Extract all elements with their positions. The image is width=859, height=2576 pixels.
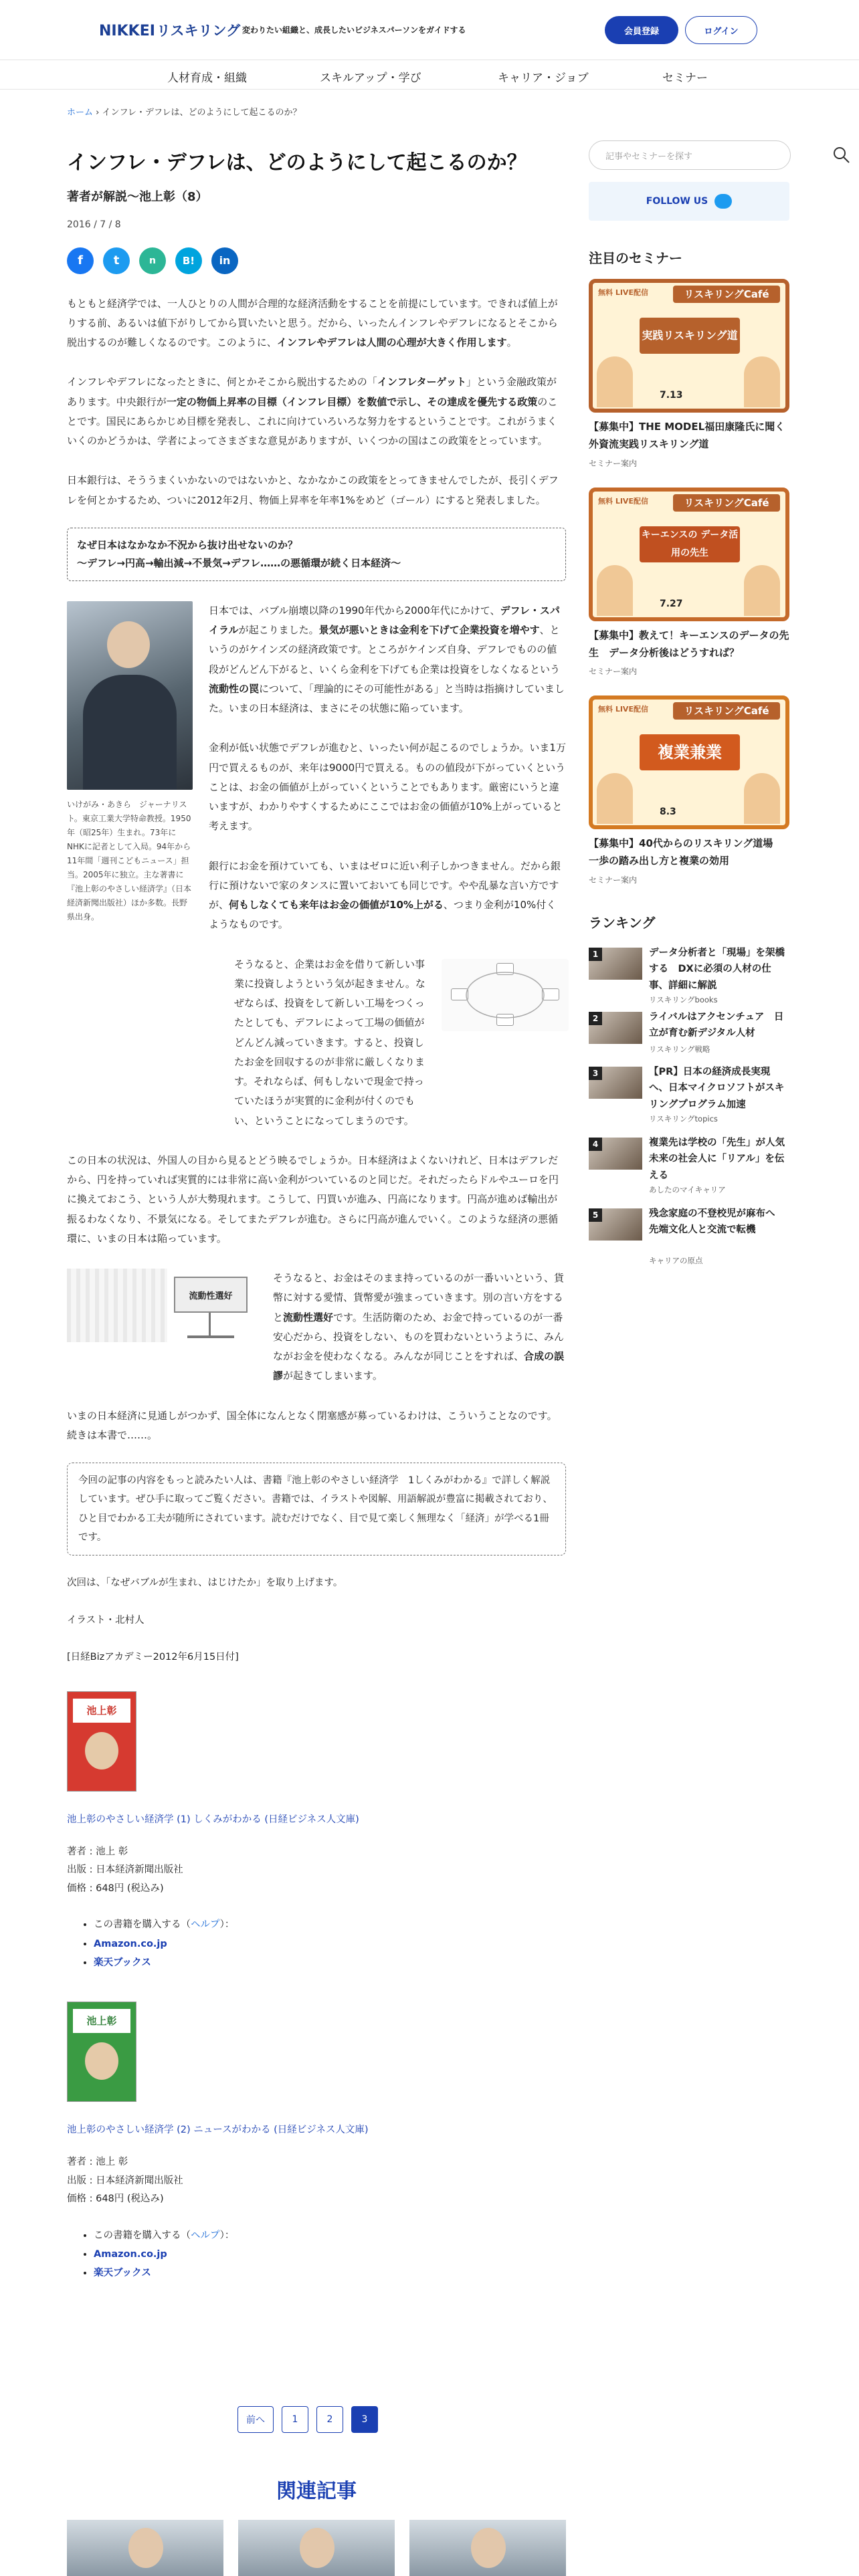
paragraph-9: そうなると、お金はそのまま持っているのが一番いいという、貨幣に対する愛情、貨幣愛が強まっていきます。別の言い方をすると流動性選好です。生活防衛のため、お金で持っているのが一番安心だから、投資をしない、ものを買わないというように、みんながお金を使わなくなる。みんなが同じことをすれば、合成の誤謬が起きてしまいます。 — [273, 1272, 565, 1382]
ranking-item[interactable]: 5 残念家庭の不登校児が麻布へ 先端文化人と交流で転機 キャリアの原点 — [589, 1204, 789, 1269]
book-link-2[interactable]: 池上彰のやさしい経済学 (2) ニュースがわかる (日経ビジネス人文庫) — [67, 2125, 369, 2136]
linkedin-icon[interactable]: in — [211, 247, 238, 274]
book-buy-1: • この書籍を購入する（ヘルプ）： • Amazon.co.jp • 楽天ブックス — [67, 1915, 566, 1972]
book-meta-2: 著者 : 池上 彰 出版 : 日本経済新聞出版社 価格 : 648円 (税込み) — [67, 2157, 183, 2205]
sidebar — [589, 140, 795, 1269]
twitter-icon[interactable]: t — [103, 247, 130, 274]
nav-item-seminar[interactable]: セミナー — [662, 72, 708, 85]
book-1 — [67, 1691, 566, 1972]
seminar-heading: 注目のセミナー — [589, 250, 682, 266]
breadcrumb — [67, 105, 301, 118]
twitter-icon — [714, 194, 732, 209]
book-cover-2[interactable]: 池上彰 — [67, 2002, 136, 2102]
paragraph-3: 日本銀行は、そううまくいかないのではないかと、なかなかこの政策をとってきませんでしたが、長引くデフレを何とかするため、ついに2012年2月、物価上昇率を年率1%をめど（ゴール）にすると発表しました。 — [67, 474, 559, 506]
paragraph-10: いまの日本経済に見通しがつかず、国全体になんとなく閉塞感が募っているわけは、こういうことなのです。続きは本書で……。 — [67, 1409, 557, 1441]
rakuten-link[interactable]: 楽天ブックス — [94, 2268, 151, 2279]
pager-page-2[interactable]: 2 — [316, 2406, 343, 2433]
liquidity-section — [67, 1269, 566, 1386]
article — [67, 148, 566, 2283]
book-link-1[interactable]: 池上彰のやさしい経済学 (1) しくみがわかる (日経ビジネス人文庫) — [67, 1814, 359, 1825]
paragraph-7: そうなると、企業はお金を借りて新しい事業に投資しようという気が起きません。なぜならば、投資をして新しい工場をつくったとしても、デフレによって工場の価値がどんどん減っていきます。すると、投資したお金を回収するのが非常に厳しくなります。それならば、何もしないで現金で持っていたほうが実質的に金利が付くのでもい、ということになってしまうのです。 — [234, 958, 425, 1127]
paragraph-2: インフレやデフレになったときに、何とかそこから脱出するための「インフレターゲット」という金融政策があります。中央銀行が一定の物価上昇率の目標（インフレ目標）を数値で示し、その達成を優先する政策のことです。国民にあらかじめ目標を発表し、これに向けていろいろな努力をするということです。これがうまくいくのかどうかは、学者によってさまざまな意見がありますが、いくつかの国はこの政策をとっています。 — [67, 376, 558, 447]
book-2 — [67, 2002, 566, 2282]
paragraph-8: この日本の状況は、外国人の目から見るとどう映るでしょうか。日本経済はよくないけれど、日本はデフレだから、円を持っていれば実質的には非常に高い金利がついているのと同じだ。それだったらドルやユーロを円に換えておこう、という人が大勢現れます。こうして、円買いが進み、円高になります。円高が進めば輸出が振るわなくなり、不景気になる。そしてまたデフレが進む。さらに円高が進んでいく。このような経済の悪循環に、いまの日本は陥っています。 — [67, 1154, 559, 1245]
seminar-card-3[interactable]: 無料 LIVE配信 リスキリングCafé 複業兼業 8.3 【募集中】40代からのリスキリング道場 一歩の踏み出し方と複業の効用 セミナー案内 — [589, 695, 789, 885]
nav-item-career[interactable]: キャリア・ジョブ — [498, 72, 589, 85]
follow-us-button[interactable]: FOLLOW US — [589, 182, 789, 221]
paragraph-5: 金利が低い状態でデフレが進むと、いったい何が起こるのでしょうか。いま1万円で買えるものが、来年は9000円で買える。ものの値段が下がっていくということは、お金の価値が上がっていくということでもあります。厳密にいうと違いますが、わかりやすくするためにここではお金の価値が10%上がっていると考えます。 — [209, 742, 566, 833]
help-link[interactable]: ヘルプ — [191, 2230, 220, 2241]
book-cover-1[interactable]: 池上彰 — [67, 1691, 136, 1792]
article-subtitle: 著者が解説〜池上彰（8） — [67, 189, 208, 204]
article-date: 2016 / 7 / 8 — [67, 219, 121, 230]
hatena-icon[interactable]: B! — [175, 247, 202, 274]
rakuten-link[interactable]: 楽天ブックス — [94, 1957, 151, 1968]
logo-reskilling: リスキリング — [156, 23, 241, 39]
paragraph-1: もともと経済学では、一人ひとりの人間が合理的な経済活動をすることを前提にしています。できれば値上がりする前、あるいは値下がりしてから買いたいと思う。だから、いったんインフレやデフレになるとそこから脱出するのが難しくなるのです。このように、インフレやデフレは人間の心理が大きく作用します。 — [67, 297, 558, 348]
source-note: [日経Bizアカデミー2012年6月15日付] — [67, 1652, 239, 1663]
seminar-card-1[interactable]: 無料 LIVE配信 リスキリングCafé 実践リスキリング道 7.13 【募集中】THE MODEL福田康隆氏に聞く 外資流実践リスキリング道 セミナー案内 — [589, 279, 789, 469]
breadcrumb-separator: › — [93, 108, 102, 118]
breadcrumb-current: インフレ・デフレは、どのようにして起こるのか？ — [102, 108, 302, 118]
related-thumb-1[interactable] — [67, 2520, 223, 2576]
section-heading-box: なぜ日本はなかなか不況から抜け出せないのか？ 〜デフレ→円高→輸出減→不景気→デフレ……の悪循環が続く日本経済〜 — [67, 528, 566, 581]
site-header — [0, 0, 859, 60]
deflation-cycle-diagram — [442, 959, 569, 1031]
help-link[interactable]: ヘルプ — [191, 1919, 220, 1931]
amazon-link[interactable]: Amazon.co.jp — [94, 2249, 167, 2260]
page-title: インフレ・デフレは、どのようにして起こるのか？ — [67, 151, 527, 175]
ranking-list — [589, 944, 795, 1269]
ranking-heading: ランキング — [589, 914, 656, 931]
book-buy-2: • この書籍を購入する（ヘルプ）： • Amazon.co.jp • 楽天ブックス — [67, 2226, 566, 2283]
illustration-credit: イラスト・北村人 — [67, 1614, 145, 1626]
breadcrumb-home[interactable]: ホーム — [67, 108, 94, 118]
paragraph-4: 日本では、バブル崩壊以降の1990年代から2000年代にかけて、デフレ・スパイラルが起こりました。景気が悪いときは金利を下げて企業投資を増やす、というのがケインズの経済政策です。ところがケインズ自身、デフレでものの値段がどんどん下がると、いくら金利を下げても企業は投資をしなくなるという流動性の罠について、「理論的にその可能性がある」と当時は指摘けしていました。いまの日本経済は、まさにその状態に陥っています。 — [209, 604, 565, 714]
search-input[interactable]: 記事やセミナーを探す — [589, 140, 791, 170]
site-logo[interactable] — [99, 20, 240, 40]
pager-page-1[interactable]: 1 — [282, 2406, 308, 2433]
related-heading: 関連記事 — [276, 2480, 357, 2503]
pager-prev-button[interactable]: 前へ — [237, 2406, 274, 2433]
author-caption: いけがみ・あきら ジャーナリスト。東京工業大学特命教授。1950年（昭25年）生まれ。73年にNHKに記者として入局。94年から11年間「週刊こどもニュース」担当。2005年に独立。主な著書に『池上彰のやさしい経済学』（日本経済新聞出版社）ほか多数。長野県出身。 — [67, 799, 192, 922]
amazon-link[interactable]: Amazon.co.jp — [94, 1938, 167, 1949]
deflation-section — [67, 955, 566, 1131]
board-label: 流動性選好 — [174, 1277, 248, 1313]
nav-item-hr[interactable]: 人材育成・組織 — [167, 72, 247, 85]
author-photo — [67, 601, 193, 790]
register-button[interactable]: 会員登録 — [605, 16, 678, 44]
next-episode: 次回は、「なぜバブルが生まれ、はじけたか」を取り上げます。 — [67, 1578, 343, 1589]
author-section — [67, 601, 566, 935]
seminar-card-2[interactable]: 無料 LIVE配信 リスキリングCafé キーエンスの データ活用の先生 7.27 【募集中】教えて！キーエンスのデータの先生 データ分析後はどうすれば？ セミナー案内 — [589, 488, 789, 677]
pagination — [237, 2406, 378, 2433]
ranking-item[interactable]: 3 【PR】日本の経済成長実現へ、日本マイクロソフトがスキリングプログラム加速 リスキリングtopics — [589, 1063, 789, 1134]
related-thumb-2[interactable] — [238, 2520, 395, 2576]
book-meta-1: 著者 : 池上 彰 出版 : 日本経済新聞出版社 価格 : 648円 (税込み) — [67, 1846, 183, 1894]
site-tagline: 変わりたい組織と、成長したいビジネスパーソンをガイドする — [242, 25, 466, 35]
search-icon[interactable] — [832, 146, 851, 165]
global-nav — [0, 60, 859, 90]
ranking-item[interactable]: 2 ライバルはアクセンチュア 日立が育む新デジタル人材 リスキリング戦略 — [589, 1008, 789, 1063]
book-notice: 今回の記事の内容をもっと読みたい人は、書籍『池上彰のやさしい経済学 1しくみがわかる』で詳しく解説しています。ぜひ手に取ってご覧ください。書籍では、イラストや図解、用語解説が豊富に掲載されており、ひと目でわかる工夫が随所にされています。読むだけでなく、目で見て楽しく無理なく「経済」が学べる1冊です。 — [67, 1463, 566, 1555]
pager-page-3[interactable]: 3 — [351, 2406, 378, 2433]
note-icon[interactable]: n — [139, 247, 166, 274]
share-buttons — [67, 247, 566, 274]
liquidity-illustration — [67, 1269, 266, 1342]
facebook-icon[interactable]: f — [67, 247, 94, 274]
ranking-item[interactable]: 1 データ分析者と「現場」を架橋する DXに必須の人材の仕事、詳細に解説 リスキリングbooks — [589, 944, 789, 1008]
nav-item-skillup[interactable]: スキルアップ・学び — [320, 72, 421, 85]
login-button[interactable]: ログイン — [685, 16, 757, 44]
related-thumb-3[interactable] — [409, 2520, 566, 2576]
ranking-item[interactable]: 4 複業先は学校の「先生」が人気 未来の社会人に「リアル」を伝える あしたのマイキャリア — [589, 1134, 789, 1204]
paragraph-6: 銀行にお金を預けていても、いまはゼロに近い利子しかつきません。だから銀行に預けないで家のタンスに置いておいても同じです。やや乱暴な言い方ですが、何もしなくても来年はお金の価値が10%上がる、つまり金利が10%付くようなものです。 — [209, 859, 561, 931]
logo-nikkei: NIKKEI — [99, 23, 155, 39]
